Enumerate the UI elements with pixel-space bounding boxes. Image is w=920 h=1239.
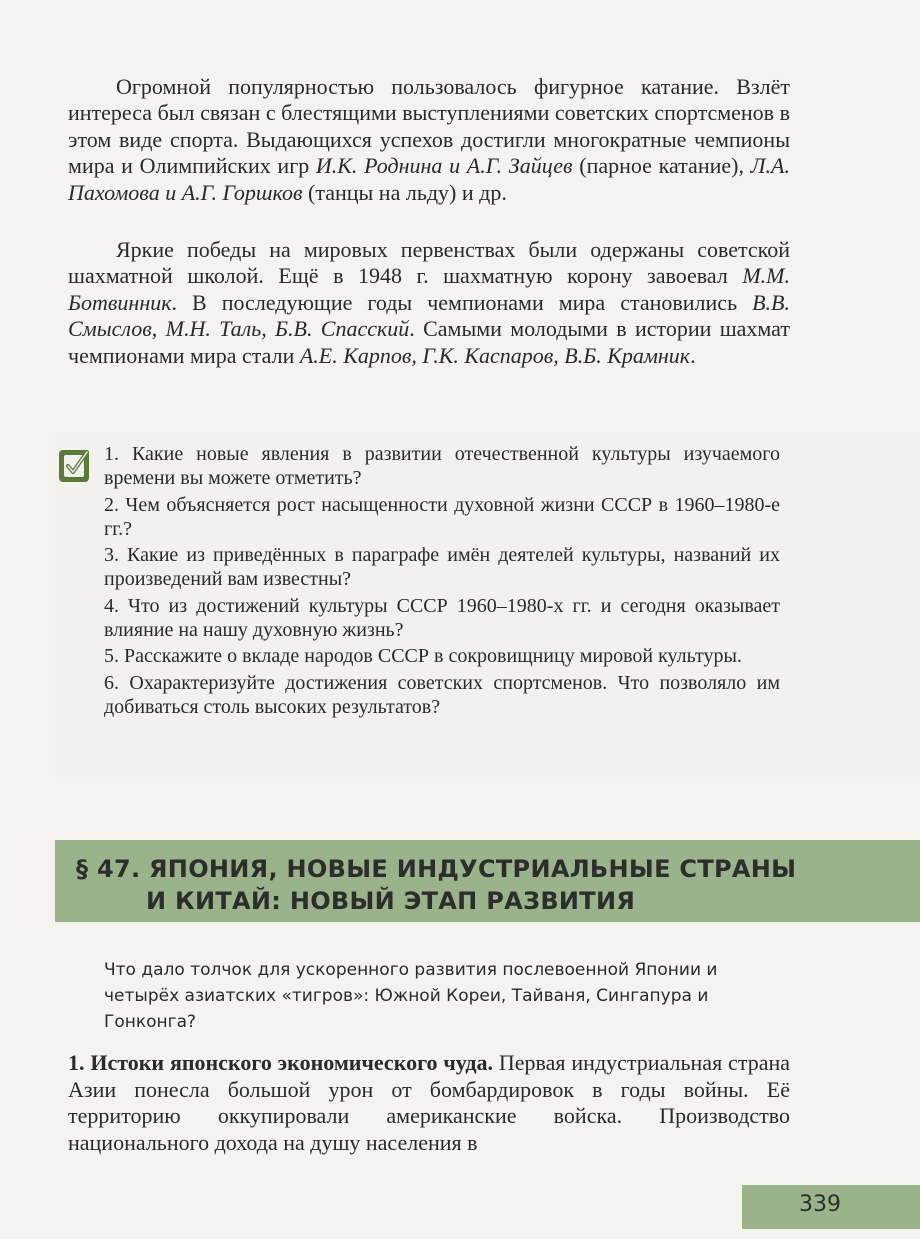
paragraph-figure-skating <box>68 74 790 206</box>
paragraph-chess <box>68 237 790 369</box>
section-title-line1: § 47. ЯПОНИЯ, НОВЫЕ ИНДУСТРИАЛЬНЫЕ СТРАНЫ <box>76 855 797 883</box>
question-item: 4. Что из достижений культуры СССР 1960–1980-х гг. и сегодня оказывает влияние на нашу духовную жизнь? <box>104 594 780 641</box>
section-title <box>76 853 796 917</box>
subsection-text: Первая индустриальная страна Азии понесла большой урон от бомбардировок в годы войны. Её территорию оккупировали американские войска. Производство национального дохода на душу населения в <box>68 1050 791 1155</box>
subsection-paragraph <box>68 1050 790 1156</box>
page-number: 339 <box>799 1192 841 1217</box>
para2-text-2: . В последующие годы чемпионами мира становились <box>171 289 753 315</box>
question-item: 2. Чем объясняется рост насыщенности духовной жизни СССР в 1960–1980-е гг.? <box>104 493 780 540</box>
checklist-icon <box>57 446 97 486</box>
para2-names-2: В.В. Смыслов, М.Н. Таль, Б.В. Спасский <box>68 289 790 342</box>
section-title-line2: И КИТАЙ: НОВЫЙ ЭТАП РАЗВИТИЯ <box>146 887 636 915</box>
para1-text-2: (парное катание), <box>572 153 751 179</box>
para2-names-1: М.М. Ботвинник <box>68 263 790 315</box>
question-item: 5. Расскажите о вкладе народов СССР в сокровищницу мировой культуры. <box>104 645 742 668</box>
question-item: 6. Охарактеризуйте достижения советских спортсменов. Что позволяло им добиваться столь высоких результатов? <box>104 671 780 718</box>
subsection-heading: 1. Истоки японского экономического чуда. <box>68 1050 494 1075</box>
para1-text-3: (танцы на льду) и др. <box>302 179 507 205</box>
question-item: 3. Какие из приведённых в параграфе имён деятелей культуры, названий их произведений вам известны? <box>104 544 780 591</box>
para1-text-1: Огромной популярностью пользовалось фигурное катание. Взлёт интереса был связан с блестящими выступлениями советских спортсменов в этом виде спорта. Выдающихся успехов достигли многократные чемпионы мира и Олимпийских игр <box>68 74 790 179</box>
questions-list <box>104 442 780 722</box>
para2-text-3: . Самыми молодыми в истории шахмат чемпионами мира стали <box>68 316 790 368</box>
para2-names-3: А.Е. Карпов, Г.К. Каспаров, В.Б. Крамник <box>299 342 691 368</box>
question-item: 1. Какие новые явления в развитии отечественной культуры изучаемого времени вы можете отметить? <box>104 443 780 489</box>
para2-text-1: Яркие победы на мировых первенствах были одержаны советской шахматной школой. Ещё в 1948 г. шахматную корону завоевал <box>68 237 790 289</box>
para1-names-2: Л.А. Пахомова и А.Г. Горшков <box>68 153 790 205</box>
section-intro-question: Что дало толчок для ускоренного развития послевоенной Японии и четырёх азиатских «тигров»: Южной Кореи, Тайваня, Сингапура и Гонконга? <box>104 960 718 1032</box>
para1-names-1: И.К. Роднина и А.Г. Зайцев <box>315 153 573 179</box>
para2-text-4: . <box>690 342 696 368</box>
